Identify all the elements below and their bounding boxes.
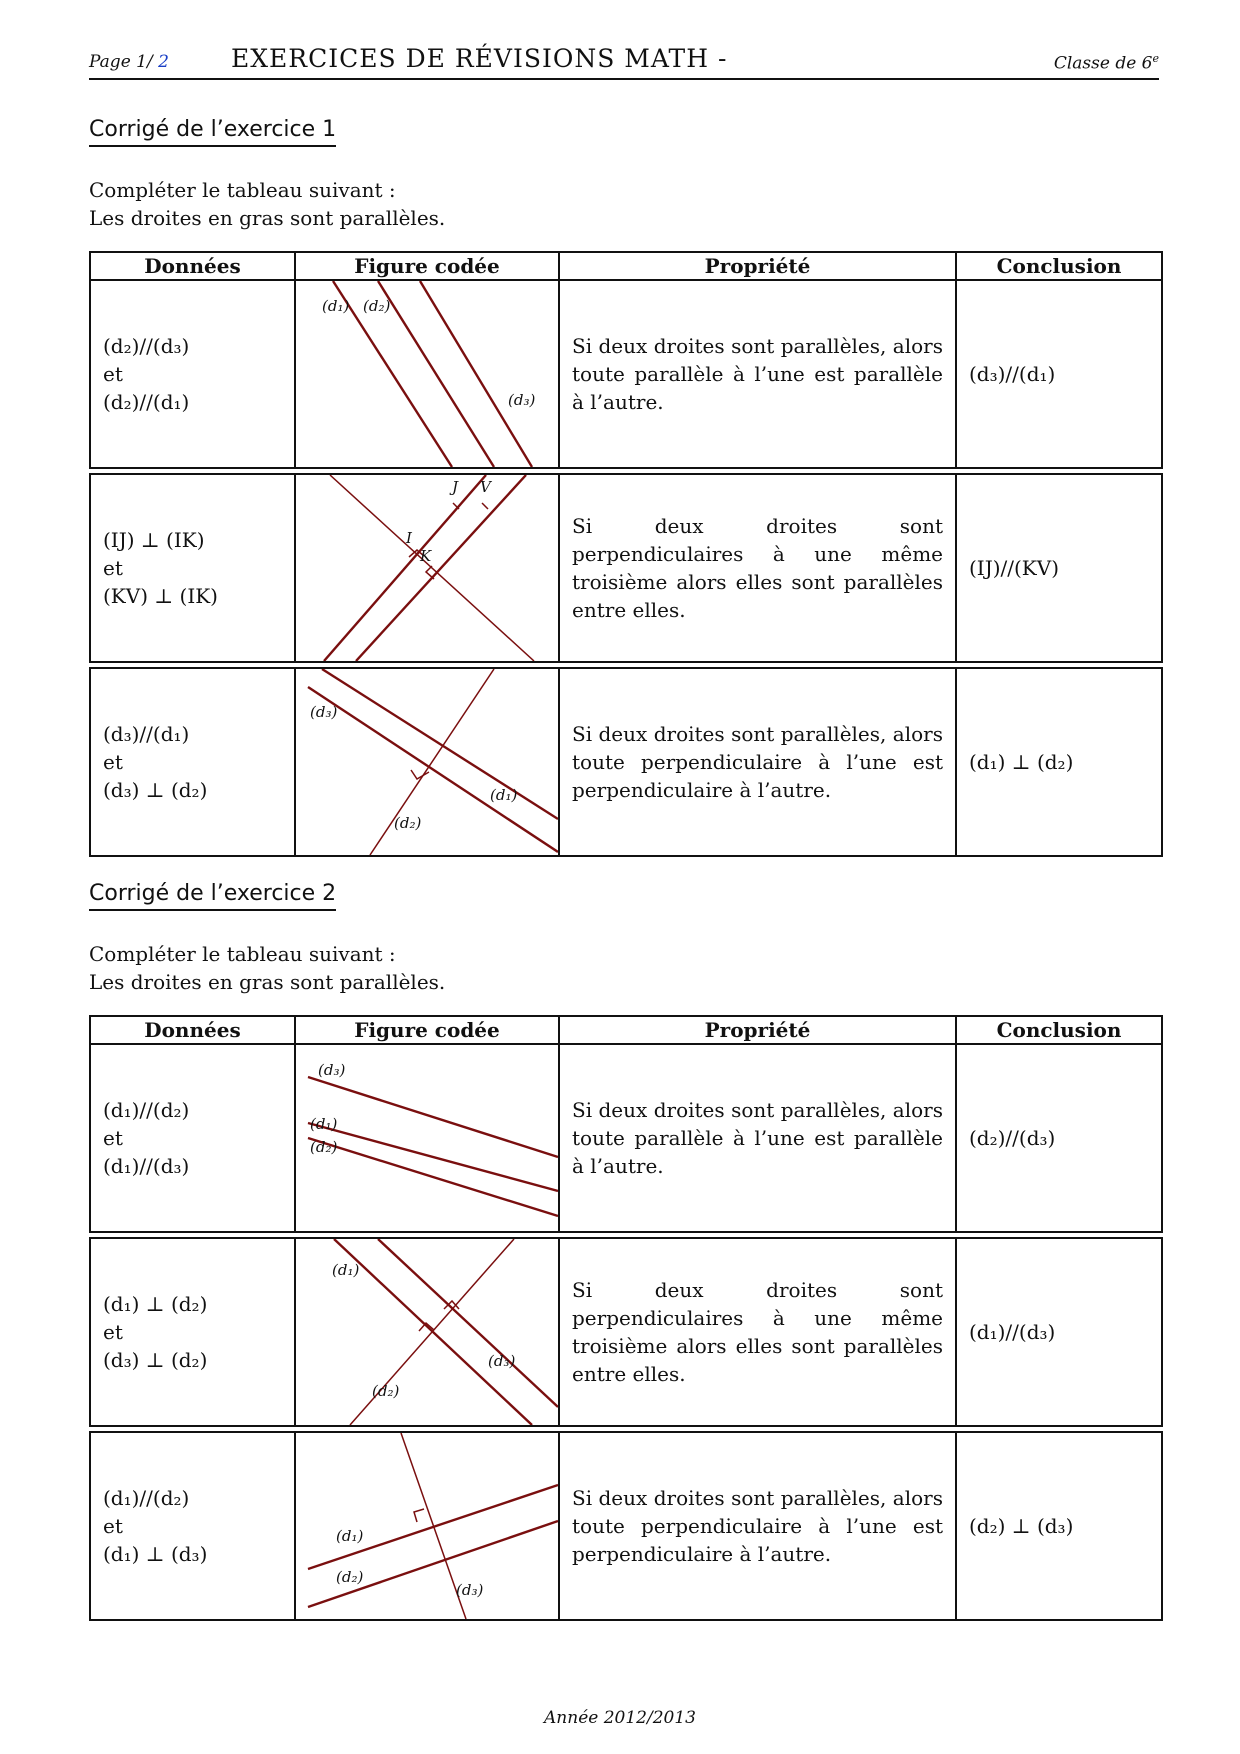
- right-angle: [414, 1509, 424, 1522]
- header-donnees: Données: [90, 252, 295, 280]
- figure-cell: [295, 1044, 559, 1232]
- donnees-cell: [90, 474, 295, 662]
- donnee-line: et: [103, 750, 123, 774]
- donnee-line: (d₂)//(d₁): [103, 390, 190, 414]
- donnee-line: (KV) ⊥ (IK): [103, 584, 218, 608]
- donnee-line: et: [103, 556, 123, 580]
- exercise-1-title: Corrigé de l’exercice 1: [89, 117, 336, 147]
- label-d1: (d₁): [336, 1527, 364, 1545]
- conclusion-cell: (d₁) ⊥ (d₂): [956, 668, 1162, 856]
- propriete-cell: Si deux droites sont parallèles, alors toute parallèle à l’une est parallèle à l’autre.: [559, 280, 956, 468]
- donnee-line: et: [103, 1514, 123, 1538]
- donnee-line: (d₃) ⊥ (d₂): [103, 778, 208, 802]
- donnee-line: (d₁) ⊥ (d₃): [103, 1542, 208, 1566]
- tick-v: [482, 503, 488, 509]
- page-number: [89, 52, 169, 72]
- class-level: [1054, 52, 1159, 74]
- line-d2: [308, 1138, 558, 1216]
- document-title: EXERCICES DE RÉVISIONS MATH -: [231, 44, 728, 73]
- line-kv: [356, 475, 526, 661]
- intro-line: Compléter le tableau suivant :: [89, 942, 396, 966]
- propriete-cell: Si deux droites sont parallèles, alors toute parallèle à l’une est parallèle à l’autre.: [559, 1044, 956, 1232]
- conclusion-cell: (d₃)//(d₁): [956, 280, 1162, 468]
- page-number-label: Page 1/: [89, 52, 159, 72]
- exercise-2-table: [89, 1015, 1163, 1621]
- line-ik: [330, 475, 534, 661]
- intro-line: Les droites en gras sont parallèles.: [89, 206, 446, 230]
- donnee-line: (d₃) ⊥ (d₂): [103, 1348, 208, 1372]
- page-header: [89, 44, 1159, 80]
- donnee-line: (d₁)//(d₃): [103, 1154, 190, 1178]
- label-d2: (d₂): [372, 1382, 400, 1400]
- page-count-link[interactable]: 2: [158, 52, 169, 72]
- figure-three-parallels: [296, 1045, 558, 1231]
- line-d1: [308, 1123, 558, 1191]
- conclusion-cell: (d₂)//(d₃): [956, 1044, 1162, 1232]
- header-propriete: Propriété: [559, 252, 956, 280]
- line-d3: [308, 1077, 558, 1157]
- header-donnees: Données: [90, 1016, 295, 1044]
- figure-two-perpendiculars: [296, 1239, 558, 1425]
- class-label: Classe de 6: [1053, 53, 1153, 74]
- label-d3: (d₃): [310, 703, 338, 721]
- donnee-line: et: [103, 1320, 123, 1344]
- donnee-line: (d₁) ⊥ (d₂): [103, 1292, 208, 1316]
- donnee-line: et: [103, 362, 123, 386]
- table-row: [90, 474, 1162, 662]
- table-row: [90, 1432, 1162, 1620]
- propriete-cell: Si deux droites sont parallèles, alors toute perpendiculaire à l’une est perpendiculaire à l’autre.: [559, 668, 956, 856]
- donnee-line: (d₁)//(d₂): [103, 1486, 190, 1510]
- label-v: V: [480, 478, 491, 496]
- label-d3: (d₃): [318, 1061, 346, 1079]
- label-d2: (d₂): [394, 814, 422, 832]
- line-d1: [333, 281, 452, 467]
- donnee-line: (d₂)//(d₃): [103, 334, 190, 358]
- figure-cell: [295, 280, 559, 468]
- figure-cell: [295, 474, 559, 662]
- label-d1: (d₁): [310, 1115, 338, 1133]
- label-i: I: [406, 529, 412, 547]
- donnee-line: (d₁)//(d₂): [103, 1098, 190, 1122]
- conclusion-cell: (d₁)//(d₃): [956, 1238, 1162, 1426]
- figure-cell: [295, 1238, 559, 1426]
- header-conclusion: Conclusion: [956, 252, 1162, 280]
- intro-line: Les droites en gras sont parallèles.: [89, 970, 446, 994]
- line-d2: [370, 669, 494, 855]
- label-d3: (d₃): [508, 391, 536, 409]
- figure-parallel-with-perpendicular: [296, 1433, 558, 1619]
- page-footer: Année 2012/2013: [544, 1708, 696, 1728]
- donnees-cell: [90, 668, 295, 856]
- table-row: [90, 280, 1162, 468]
- figure-cell: [295, 668, 559, 856]
- header-figure: Figure codée: [295, 1016, 559, 1044]
- label-d2: (d₂): [310, 1138, 338, 1156]
- donnees-cell: [90, 1432, 295, 1620]
- header-propriete: Propriété: [559, 1016, 956, 1044]
- donnees-cell: [90, 1238, 295, 1426]
- label-d3: (d₃): [488, 1352, 516, 1370]
- line-ij: [324, 475, 486, 661]
- label-d1: (d₁): [322, 297, 350, 315]
- label-d1: (d₁): [332, 1261, 360, 1279]
- exercise-2-intro: [89, 940, 445, 996]
- exercise-2-title: Corrigé de l’exercice 2: [89, 881, 336, 911]
- label-j: J: [452, 478, 459, 496]
- figure-perpendicular-lines: [296, 475, 558, 661]
- propriete-cell: Si deux droites sont perpendiculaires à une même troisième alors elles sont parallèles entre elles.: [559, 1238, 956, 1426]
- class-superscript: e: [1152, 52, 1159, 65]
- propriete-cell: Si deux droites sont parallèles, alors toute perpendiculaire à l’une est perpendiculaire à l’autre.: [559, 1432, 956, 1620]
- line-d3: [378, 1239, 558, 1407]
- label-d2: (d₂): [363, 297, 391, 315]
- figure-parallel-lines: [296, 281, 558, 467]
- conclusion-cell: (d₂) ⊥ (d₃): [956, 1432, 1162, 1620]
- table-row: [90, 668, 1162, 856]
- exercise-1-table: [89, 251, 1163, 857]
- table-header-row: [90, 1016, 1162, 1044]
- label-d2: (d₂): [336, 1568, 364, 1586]
- label-k: K: [420, 547, 432, 565]
- line-d1: [334, 1239, 532, 1425]
- table-row: [90, 1044, 1162, 1232]
- line-d1: [308, 687, 558, 852]
- figure-parallel-perpendicular: [296, 669, 558, 855]
- header-figure: Figure codée: [295, 252, 559, 280]
- table-row: [90, 1238, 1162, 1426]
- header-conclusion: Conclusion: [956, 1016, 1162, 1044]
- conclusion-cell: (IJ)//(KV): [956, 474, 1162, 662]
- line-d3: [322, 669, 558, 819]
- table-header-row: [90, 252, 1162, 280]
- exercise-1-intro: [89, 176, 445, 232]
- figure-cell: [295, 1432, 559, 1620]
- label-d3: (d₃): [456, 1581, 484, 1599]
- donnees-cell: [90, 280, 295, 468]
- propriete-cell: Si deux droites sont perpendiculaires à une même troisième alors elles sont parallèles entre elles.: [559, 474, 956, 662]
- intro-line: Compléter le tableau suivant :: [89, 178, 396, 202]
- donnee-line: et: [103, 1126, 123, 1150]
- donnee-line: (d₃)//(d₁): [103, 722, 190, 746]
- donnees-cell: [90, 1044, 295, 1232]
- label-d1: (d₁): [490, 786, 518, 804]
- donnee-line: (IJ) ⊥ (IK): [103, 528, 205, 552]
